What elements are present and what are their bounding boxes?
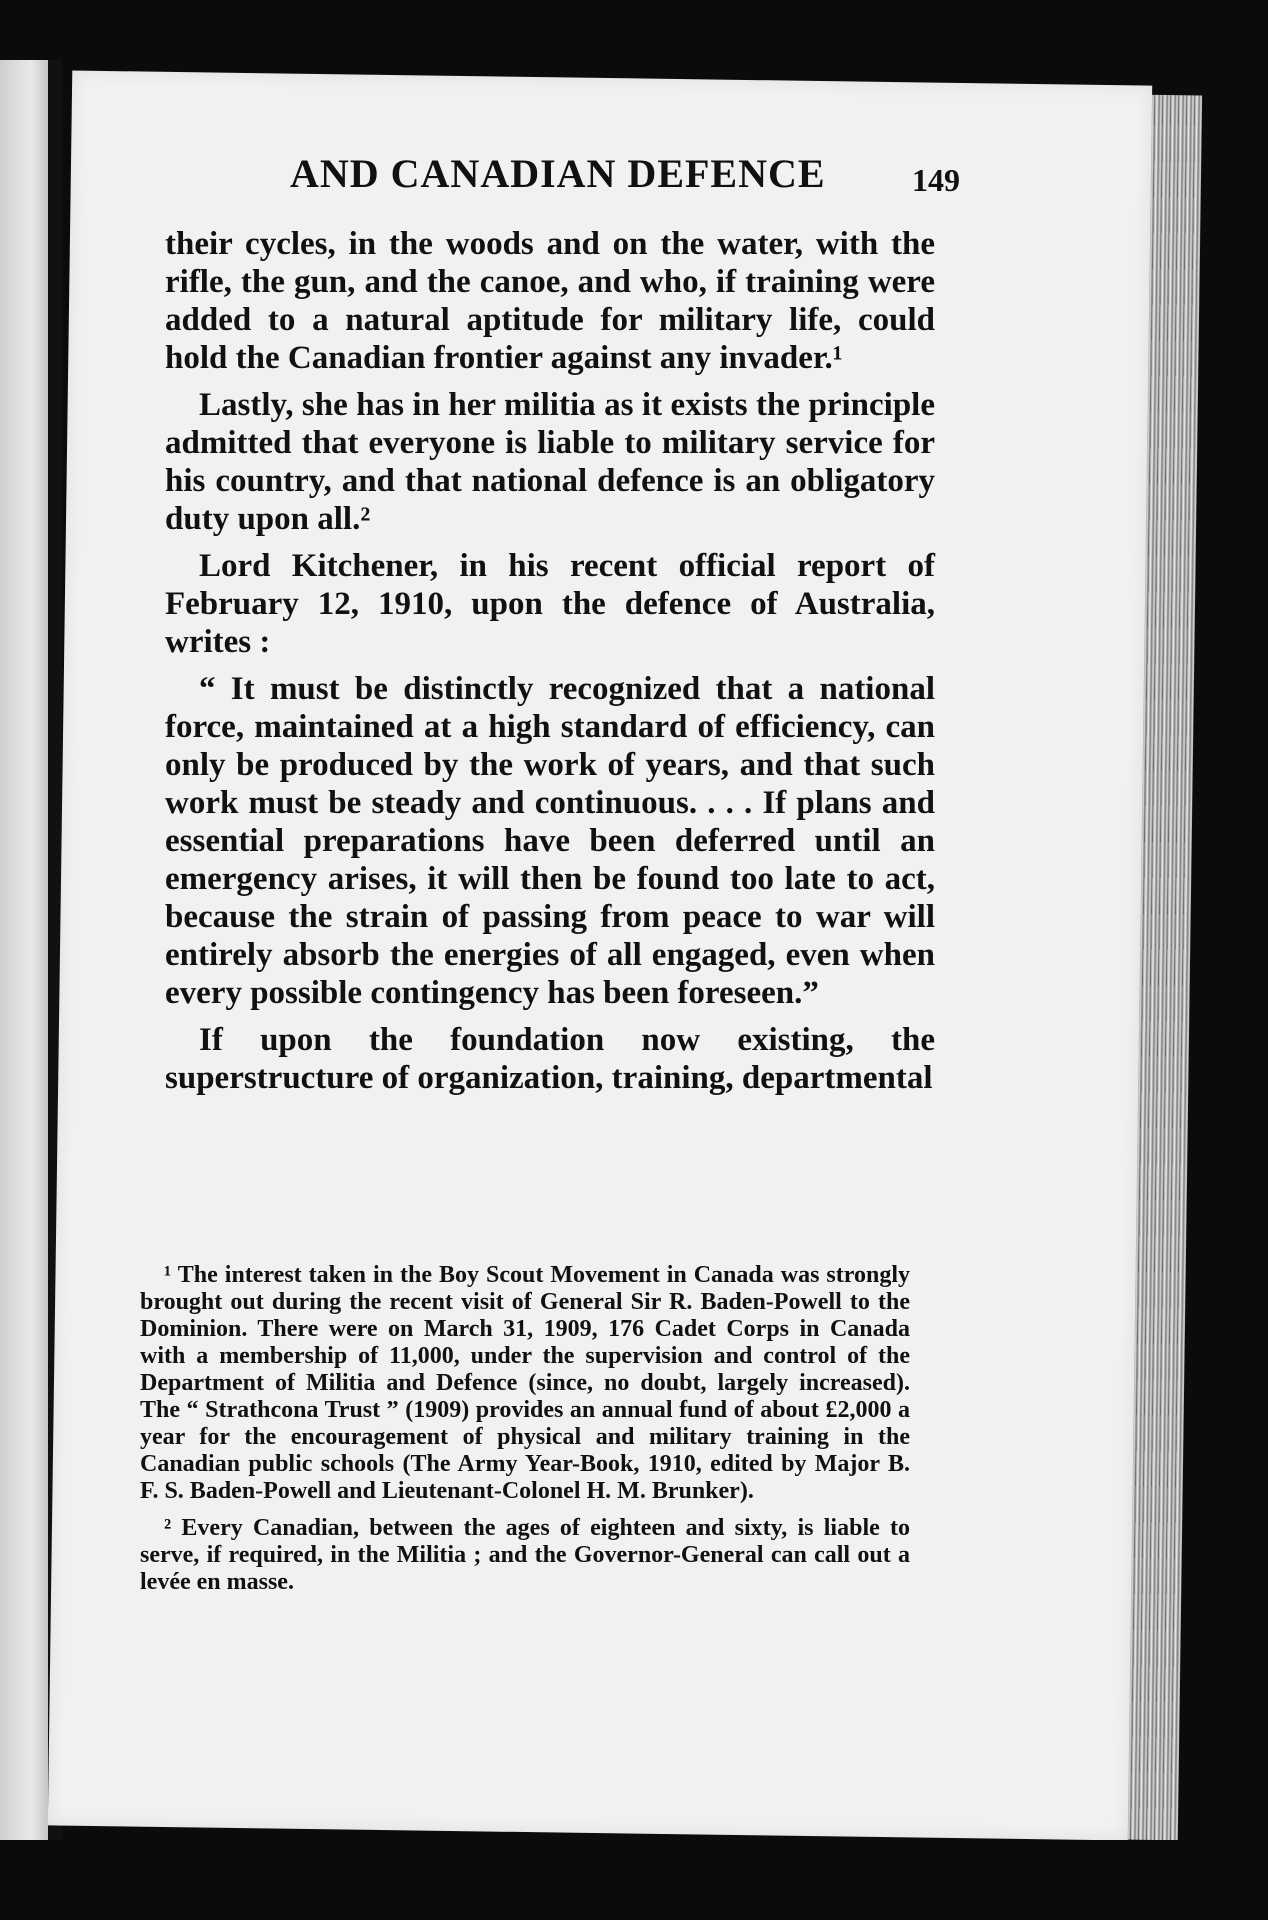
paragraph-2: Lastly, she has in her militia as it exists the principle admitted that everyone is liable to military service for his country, and that national defence is an obligatory duty upon all.² xyxy=(165,387,935,537)
page-header xyxy=(230,150,960,220)
page-number: 149 xyxy=(912,162,960,198)
running-head: AND CANADIAN DEFENCE xyxy=(290,151,826,196)
quotation: “ It must be distinctly recognized that a national force, maintained at a high standard of efficiency, can only be produced by the work of years, and that such work must be steady and continuous. . . . If plans and essential preparations have been deferred until an emergency arises, it will then be found too late to act, because the strain of passing from peace to war will entirely absorb the energies of all engaged, even when every possible contingency has been foreseen.” xyxy=(165,671,935,1011)
paragraph-5: If upon the foundation now existing, the superstructure of organization, training, departmental xyxy=(165,1022,935,1096)
paragraph-1: their cycles, in the woods and on the water, with the rifle, the gun, and the canoe, and who, if training were added to a natural aptitude for military life, could hold the Canadian frontier against any invader.¹ xyxy=(165,226,935,376)
footnote-2: ² Every Canadian, between the ages of eighteen and sixty, is liable to serve, if required, in the Militia ; and the Governor-General can call out a levée en masse. xyxy=(140,1515,910,1595)
footnote-1: ¹ The interest taken in the Boy Scout Movement in Canada was strongly brought out during the recent visit of General Sir R. Baden-Powell to the Dominion. There were on March 31, 1909, 176 Cadet Corps in Canada with a membership of 11,000, under the supervision and control of the Department of Militia and Defence (since, no doubt, largely increased). The “ Strathcona Trust ” (1909) provides an annual fund of about £2,000 a year for the encouragement of physical and military training in the Canadian public schools (The Army Year-Book, 1910, edited by Major B. F. S. Baden-Powell and Lieutenant-Colonel H. M. Brunker). xyxy=(140,1262,910,1504)
left-page-margin xyxy=(0,60,52,1850)
scan-bottom-border xyxy=(0,1840,1268,1920)
footnotes xyxy=(140,1262,910,1606)
paragraph-3: Lord Kitchener, in his recent official report of February 12, 1910, upon the defence of Australia, writes : xyxy=(165,548,935,660)
body-text xyxy=(165,225,935,1106)
